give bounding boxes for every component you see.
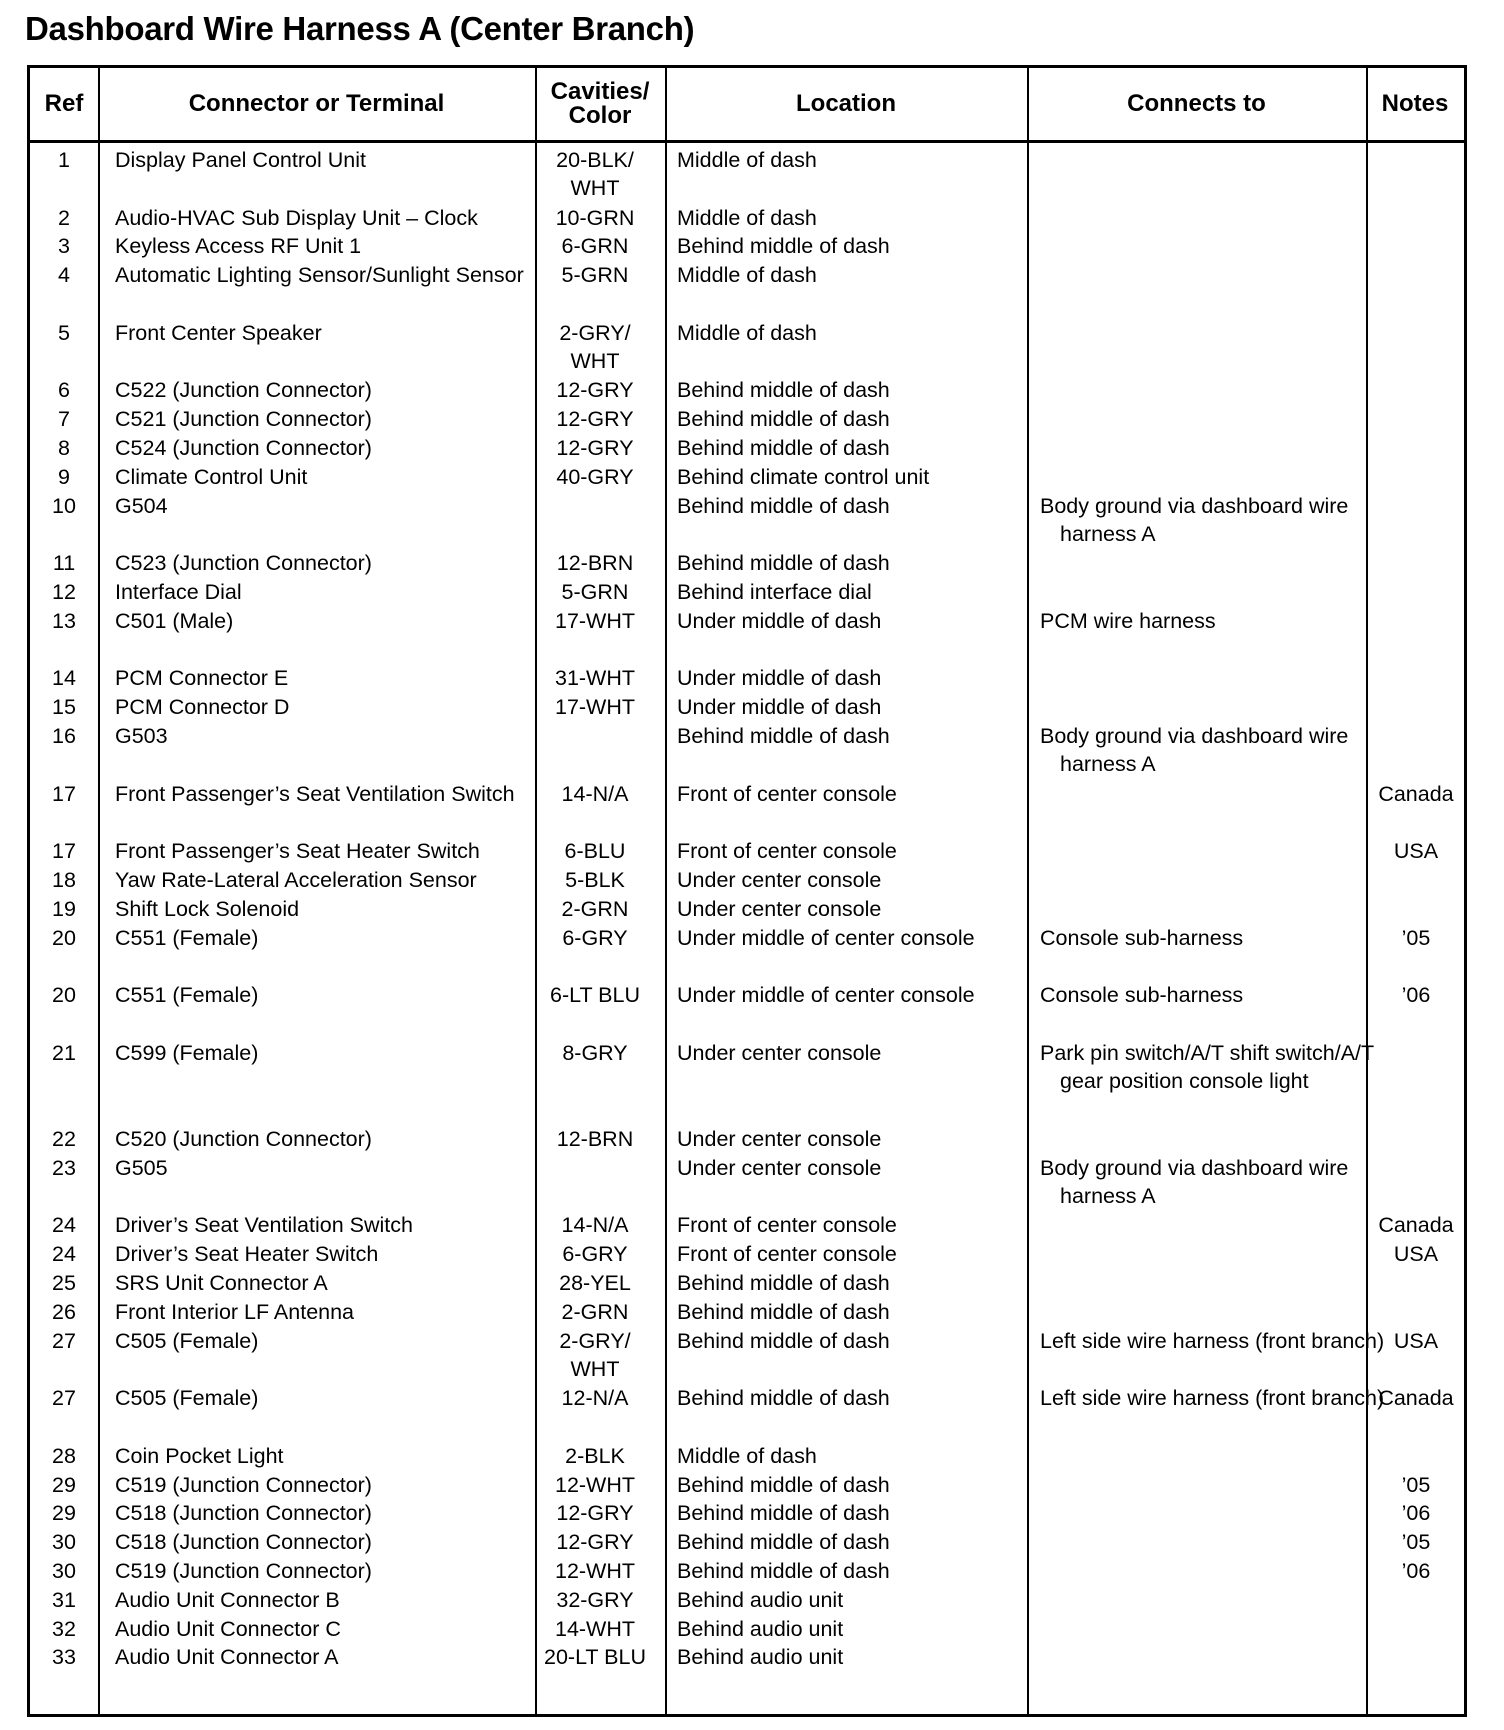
cell-ref: 22 — [52, 1127, 76, 1152]
cell-connector: C523 (Junction Connector) — [115, 551, 372, 576]
table-row — [30, 866, 1464, 895]
header-connector: Connector or Terminal — [188, 90, 445, 117]
cell-location: Behind middle of dash — [677, 723, 890, 748]
table-row — [30, 1471, 1464, 1500]
cell-cavities: 2-GRN — [561, 896, 629, 921]
cell-ref: 10 — [52, 493, 76, 518]
header-cavities: Cavities/ Color — [550, 78, 650, 129]
cell-connector: G504 — [115, 493, 168, 518]
cell-connector: C518 (Junction Connector) — [115, 1530, 372, 1555]
table-row — [30, 1298, 1464, 1327]
header-divider — [30, 140, 1464, 143]
cell-connector: Audio Unit Connector B — [115, 1587, 340, 1612]
cell-ref: 25 — [52, 1271, 76, 1296]
cell-ref: 17 — [52, 839, 76, 864]
cell-connector: Front Interior LF Antenna — [115, 1299, 355, 1324]
cell-connector: Keyless Access RF Unit 1 — [115, 234, 362, 259]
cell-ref: 13 — [52, 608, 76, 633]
cell-ref: 12 — [52, 579, 76, 604]
table-row — [30, 492, 1464, 550]
table-row — [30, 780, 1464, 838]
cell-location: Middle of dash — [677, 1443, 817, 1468]
cell-location: Middle of dash — [677, 320, 817, 345]
table-row — [30, 607, 1464, 665]
cell-connector: SRS Unit Connector A — [115, 1271, 328, 1296]
table-row — [30, 924, 1464, 982]
cell-location: Behind middle of dash — [677, 1328, 890, 1353]
cell-connector: C551 (Female) — [115, 925, 259, 950]
cell-cavities: 12-GRY — [556, 1501, 634, 1526]
cell-connects-to: Park pin switch/A/T shift switch/A/T gear position console light — [1040, 1040, 1374, 1093]
cell-location: Behind middle of dash — [677, 1530, 890, 1555]
cell-connector: C524 (Junction Connector) — [115, 435, 372, 460]
table-row — [30, 895, 1464, 924]
cell-cavities: 6-GRY — [562, 925, 628, 950]
cell-cavities: 12-BRN — [556, 1127, 634, 1152]
table-row — [30, 146, 1464, 204]
cell-ref: 29 — [52, 1472, 76, 1497]
cell-location: Under center console — [677, 1040, 882, 1065]
cell-location: Under middle of center console — [677, 925, 975, 950]
cell-cavities: 14-WHT — [554, 1616, 636, 1641]
cell-location: Under middle of dash — [677, 666, 882, 691]
cell-ref: 33 — [52, 1645, 76, 1670]
cell-connector: Climate Control Unit — [115, 464, 308, 489]
cell-location: Under middle of dash — [677, 695, 882, 720]
cell-ref: 20 — [52, 983, 76, 1008]
cell-location: Under center console — [677, 1155, 882, 1180]
cell-cavities: 12-GRY — [556, 407, 634, 432]
cell-connects-to: Console sub-harness — [1040, 925, 1244, 950]
cell-location: Behind middle of dash — [677, 378, 890, 403]
table-row — [30, 1384, 1464, 1442]
cell-cavities: 6-GRY — [562, 1242, 628, 1267]
cell-notes: USA — [1393, 1242, 1439, 1267]
table-row — [30, 1039, 1464, 1125]
cell-cavities: 2-GRY/ WHT — [559, 320, 631, 373]
cell-connector: G505 — [115, 1155, 168, 1180]
cell-ref: 26 — [52, 1299, 76, 1324]
cell-location: Behind middle of dash — [677, 234, 890, 259]
cell-connects-to: Body ground via dashboard wire harness A — [1040, 723, 1349, 776]
cell-notes: ’05 — [1401, 925, 1431, 950]
cell-connector: Display Panel Control Unit — [115, 148, 366, 172]
cell-cavities: 10-GRN — [555, 205, 635, 230]
cell-connects-to: Console sub-harness — [1040, 983, 1244, 1008]
cell-connector: PCM Connector D — [115, 695, 290, 720]
cell-connector: Driver’s Seat Ventilation Switch — [115, 1213, 413, 1238]
cell-location: Behind middle of dash — [677, 1501, 890, 1526]
cell-cavities: 12-GRY — [556, 1530, 634, 1555]
table-row — [30, 204, 1464, 233]
cell-notes: ’05 — [1401, 1530, 1431, 1555]
header-connects-to: Connects to — [1127, 90, 1266, 117]
cell-cavities: 40-GRY — [556, 464, 634, 489]
table-row — [30, 405, 1464, 434]
cell-location: Front of center console — [677, 1242, 897, 1267]
cell-cavities: 12-WHT — [554, 1472, 636, 1497]
cell-connector: Front Center Speaker — [115, 320, 322, 345]
cell-notes: USA — [1393, 839, 1439, 864]
table-row — [30, 1528, 1464, 1557]
cell-ref: 8 — [58, 435, 70, 460]
cell-ref: 4 — [58, 263, 70, 288]
cell-location: Behind middle of dash — [677, 1472, 890, 1497]
table-row — [30, 981, 1464, 1039]
table-row — [30, 1240, 1464, 1269]
cell-notes: USA — [1393, 1328, 1439, 1353]
cell-cavities: 17-WHT — [554, 695, 636, 720]
cell-ref: 15 — [52, 695, 76, 720]
cell-location: Under center console — [677, 867, 882, 892]
cell-location: Behind middle of dash — [677, 407, 890, 432]
cell-location: Under center console — [677, 896, 882, 921]
cell-location: Under middle of dash — [677, 608, 882, 633]
cell-ref: 9 — [58, 464, 70, 489]
cell-connector: Audio-HVAC Sub Display Unit – Clock — [115, 205, 478, 230]
table-row — [30, 549, 1464, 578]
table-row — [30, 1327, 1464, 1385]
cell-connector: Yaw Rate-Lateral Acceleration Sensor — [115, 867, 477, 892]
cell-location: Behind audio unit — [677, 1645, 844, 1670]
cell-location: Behind middle of dash — [677, 493, 890, 518]
cell-ref: 23 — [52, 1155, 76, 1180]
cell-ref: 29 — [52, 1501, 76, 1526]
cell-connector: Shift Lock Solenoid — [115, 896, 300, 921]
cell-ref: 21 — [52, 1040, 76, 1065]
cell-notes: ’06 — [1401, 1501, 1431, 1526]
cell-notes: Canada — [1378, 1213, 1454, 1238]
table-row — [30, 261, 1464, 319]
cell-ref: 5 — [58, 320, 70, 345]
table-row — [30, 463, 1464, 492]
cell-cavities: 5-GRN — [561, 579, 629, 604]
table-row — [30, 1586, 1464, 1615]
cell-location: Front of center console — [677, 839, 897, 864]
cell-location: Behind interface dial — [677, 579, 872, 604]
page-title: Dashboard Wire Harness A (Center Branch) — [25, 10, 695, 47]
cell-connector: Interface Dial — [115, 579, 242, 604]
cell-connector: C505 (Female) — [115, 1328, 259, 1353]
cell-ref: 3 — [58, 234, 70, 259]
cell-ref: 11 — [52, 551, 76, 576]
cell-connector: PCM Connector E — [115, 666, 289, 691]
cell-connector: Front Passenger’s Seat Heater Switch — [115, 839, 480, 864]
cell-connector: Front Passenger’s Seat Ventilation Switch — [115, 781, 515, 806]
cell-connector: C519 (Junction Connector) — [115, 1559, 372, 1584]
cell-connector: C519 (Junction Connector) — [115, 1472, 372, 1497]
cell-location: Behind middle of dash — [677, 1559, 890, 1584]
table-row — [30, 578, 1464, 607]
cell-cavities: 6-LT BLU — [549, 983, 641, 1008]
cell-ref: 1 — [58, 148, 70, 172]
cell-ref: 18 — [52, 867, 76, 892]
cell-location: Behind middle of dash — [677, 435, 890, 460]
table-body — [30, 146, 1464, 1701]
cell-location: Front of center console — [677, 1213, 897, 1238]
cell-notes: ’06 — [1401, 1559, 1431, 1584]
cell-location: Front of center console — [677, 781, 897, 806]
table-row — [30, 1557, 1464, 1586]
cell-location: Middle of dash — [677, 205, 817, 230]
cell-notes: ’05 — [1401, 1472, 1431, 1497]
cell-connector: Audio Unit Connector A — [115, 1645, 339, 1670]
cell-location: Behind audio unit — [677, 1616, 844, 1641]
cell-connector: C599 (Female) — [115, 1040, 259, 1065]
cell-cavities: 12-GRY — [556, 378, 634, 403]
cell-connects-to: Body ground via dashboard wire harness A — [1040, 1155, 1349, 1208]
table-row — [30, 1442, 1464, 1471]
cell-ref: 31 — [52, 1587, 76, 1612]
cell-cavities: 5-BLK — [565, 867, 625, 892]
cell-cavities: 20-BLK/ WHT — [556, 148, 634, 200]
table-row — [30, 837, 1464, 866]
cell-location: Behind middle of dash — [677, 1386, 890, 1411]
cell-location: Behind middle of dash — [677, 1271, 890, 1296]
table-row — [30, 232, 1464, 261]
cell-cavities: 2-GRN — [561, 1299, 629, 1324]
cell-cavities: 6-GRN — [561, 234, 629, 259]
table-row — [30, 1643, 1464, 1701]
cell-connects-to: Body ground via dashboard wire harness A — [1040, 493, 1349, 546]
cell-ref: 17 — [52, 781, 76, 806]
cell-connector: C520 (Junction Connector) — [115, 1127, 372, 1152]
cell-connector: Audio Unit Connector C — [115, 1616, 341, 1641]
header-notes: Notes — [1381, 90, 1449, 117]
cell-ref: 2 — [58, 205, 70, 230]
table-row — [30, 1269, 1464, 1298]
cell-ref: 30 — [52, 1530, 76, 1555]
header-location: Location — [796, 90, 896, 117]
cell-ref: 14 — [52, 666, 76, 691]
cell-ref: 27 — [52, 1386, 76, 1411]
cell-cavities: 5-GRN — [561, 263, 629, 288]
header-ref: Ref — [44, 90, 84, 117]
cell-cavities: 2-BLK — [565, 1443, 625, 1468]
table-row — [30, 319, 1464, 377]
cell-connector: C522 (Junction Connector) — [115, 378, 372, 403]
cell-ref: 16 — [52, 723, 76, 748]
cell-location: Behind climate control unit — [677, 464, 930, 489]
cell-ref: 24 — [52, 1213, 76, 1238]
table-row — [30, 1211, 1464, 1240]
cell-connector: Automatic Lighting Sensor/Sunlight Sensor — [115, 263, 524, 288]
table-row — [30, 434, 1464, 463]
cell-connector: Driver’s Seat Heater Switch — [115, 1242, 379, 1267]
harness-table — [27, 65, 1467, 1717]
table-row — [30, 664, 1464, 693]
cell-location: Middle of dash — [677, 263, 817, 288]
cell-ref: 28 — [52, 1443, 76, 1468]
table-row — [30, 1615, 1464, 1644]
table-row — [30, 1125, 1464, 1154]
cell-cavities: 32-GRY — [556, 1587, 634, 1612]
table-row — [30, 693, 1464, 722]
table-row — [30, 1154, 1464, 1212]
cell-ref: 20 — [52, 925, 76, 950]
cell-connector: C518 (Junction Connector) — [115, 1501, 372, 1526]
cell-cavities: 12-BRN — [556, 551, 634, 576]
cell-location: Behind middle of dash — [677, 1299, 890, 1324]
cell-cavities: 8-GRY — [562, 1040, 628, 1065]
cell-location: Under center console — [677, 1127, 882, 1152]
cell-cavities: 12-N/A — [561, 1386, 629, 1411]
cell-connector: G503 — [115, 723, 168, 748]
cell-ref: 19 — [52, 896, 76, 921]
cell-connector: C501 (Male) — [115, 608, 234, 633]
cell-ref: 7 — [58, 407, 70, 432]
table-row — [30, 722, 1464, 780]
cell-connector: C521 (Junction Connector) — [115, 407, 372, 432]
cell-cavities: 14-N/A — [561, 781, 629, 806]
cell-ref: 30 — [52, 1559, 76, 1584]
cell-location: Behind middle of dash — [677, 551, 890, 576]
cell-connector: Coin Pocket Light — [115, 1443, 284, 1468]
cell-connects-to: Left side wire harness (front branch) — [1040, 1386, 1385, 1411]
cell-notes: Canada — [1378, 1386, 1454, 1411]
cell-cavities: 28-YEL — [559, 1271, 631, 1296]
cell-cavities: 2-GRY/ WHT — [559, 1328, 631, 1381]
cell-ref: 24 — [52, 1242, 76, 1267]
cell-location: Middle of dash — [677, 148, 817, 172]
cell-cavities: 12-GRY — [556, 435, 634, 460]
table-row — [30, 1499, 1464, 1528]
cell-connector: C551 (Female) — [115, 983, 259, 1008]
cell-cavities: 14-N/A — [561, 1213, 629, 1238]
table-row — [30, 376, 1464, 405]
cell-connects-to: Left side wire harness (front branch) — [1040, 1328, 1385, 1353]
cell-location: Under middle of center console — [677, 983, 975, 1008]
cell-connector: C505 (Female) — [115, 1386, 259, 1411]
cell-cavities: 6-BLU — [564, 839, 626, 864]
cell-ref: 32 — [52, 1616, 76, 1641]
cell-cavities: 12-WHT — [554, 1559, 636, 1584]
cell-notes: Canada — [1378, 781, 1454, 806]
cell-cavities: 31-WHT — [554, 666, 636, 691]
cell-notes: ’06 — [1401, 983, 1431, 1008]
cell-connects-to: PCM wire harness — [1040, 608, 1216, 633]
cell-ref: 6 — [58, 378, 70, 403]
cell-cavities: 17-WHT — [554, 608, 636, 633]
cell-cavities: 20-LT BLU — [544, 1645, 646, 1670]
cell-ref: 27 — [52, 1328, 76, 1353]
cell-location: Behind audio unit — [677, 1587, 844, 1612]
